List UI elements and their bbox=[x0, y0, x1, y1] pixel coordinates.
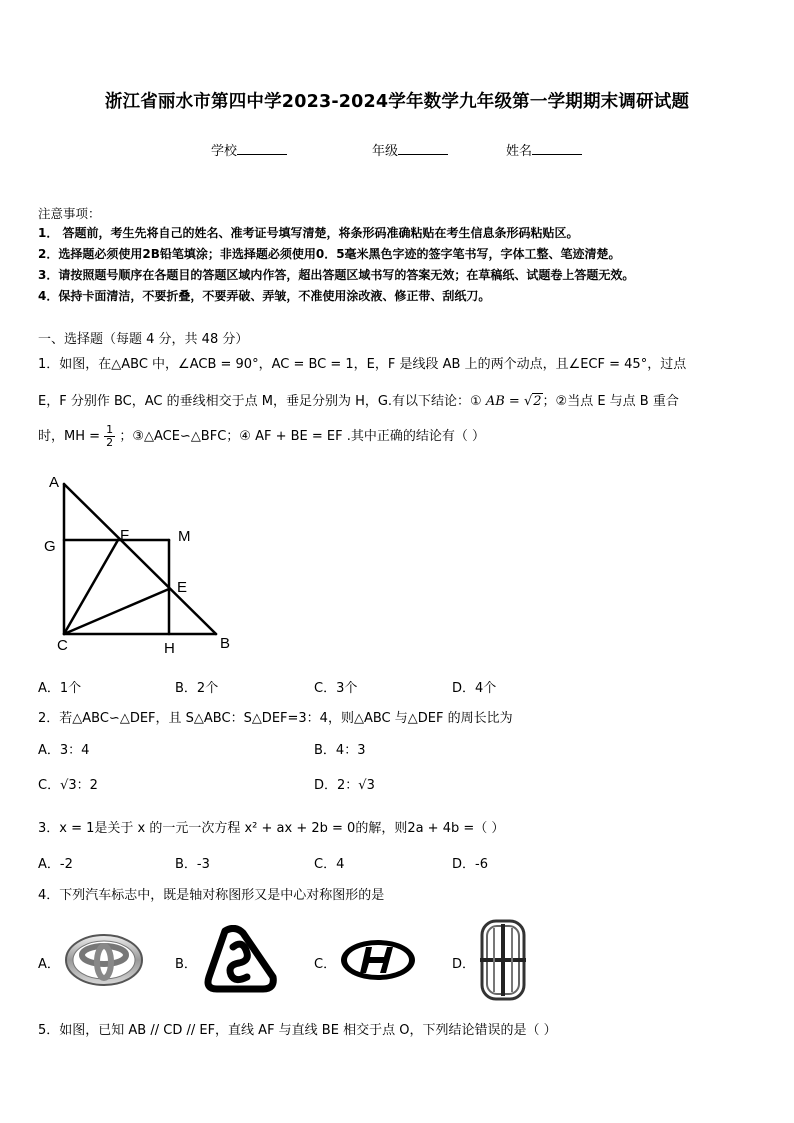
q1-line3-a: 时，MH = bbox=[38, 429, 101, 444]
label-A: A bbox=[49, 474, 60, 491]
q1-line2-b: AB = bbox=[485, 394, 520, 409]
label-G: G bbox=[44, 538, 56, 555]
q1-option-b: B．2个 bbox=[175, 681, 219, 696]
fraction-denominator: 2 bbox=[106, 436, 114, 449]
note-item: 1． 答题前，考生先将自己的姓名、准考证号填写清楚，将条形码准确粘贴在考生信息条形码粘贴区。 bbox=[38, 226, 579, 240]
q4-text: 4．下列汽车标志中，既是轴对称图形又是中心对称图形的是 bbox=[38, 888, 385, 903]
school-label: 学校 bbox=[211, 144, 238, 159]
q4-option-a: A． bbox=[38, 957, 60, 972]
school-blank bbox=[237, 142, 287, 155]
q5-text: 5．如图，已知 AB // CD // EF，直线 AF 与直线 BE 相交于点 O，下列结论错误的是（ ） bbox=[38, 1023, 557, 1038]
fraction bbox=[104, 424, 115, 449]
q1-line2-a: E，F 分别作 BC，AC 的垂线相交于点 M，垂足分别为 H，G.有以下结论：① bbox=[38, 394, 482, 409]
label-C: C bbox=[57, 637, 68, 654]
notes-heading: 注意事项： bbox=[38, 206, 101, 221]
q4-option-c: C． bbox=[314, 957, 337, 972]
q3-option-d: D．-6 bbox=[452, 857, 488, 872]
q1-option-d: D．4个 bbox=[452, 681, 497, 696]
q1-line2-c: ；②当点 E 与点 B 重合 bbox=[542, 394, 679, 409]
sqrt-radicand: 2 bbox=[533, 394, 542, 409]
q1-line3-b: ；③△ACE∽△BFC；④ AF + BE = EF .其中正确的结论有（ ） bbox=[119, 429, 485, 444]
label-F: F bbox=[120, 527, 130, 544]
segment-CF bbox=[64, 540, 118, 634]
grade-field bbox=[372, 140, 448, 159]
grade-blank bbox=[398, 142, 448, 155]
q3-option-b: B．-3 bbox=[175, 857, 210, 872]
q2-option-a: A．3：4 bbox=[38, 743, 90, 758]
note-item: 4．保持卡面清洁，不要折叠，不要弄破、弄皱，不准使用涂改液、修正带、刮纸刀。 bbox=[38, 289, 491, 303]
label-B: B bbox=[220, 635, 231, 652]
q2-option-b: B．4：3 bbox=[314, 743, 366, 758]
fraction-numerator: 1 bbox=[106, 423, 114, 436]
note-item: 2．选择题必须使用2B铅笔填涂；非选择题必须使用0．5毫米黑色字迹的签字笔书写，字体工整、笔迹清楚。 bbox=[38, 247, 621, 261]
q1-option-a: A．1个 bbox=[38, 681, 82, 696]
q1-option-c: C．3个 bbox=[314, 681, 358, 696]
sqrt-expression: √2 bbox=[523, 394, 542, 409]
q4-option-b: B． bbox=[175, 957, 197, 972]
q1-line3 bbox=[38, 424, 485, 449]
hyundai-logo-icon bbox=[338, 937, 418, 983]
segment-CE bbox=[64, 589, 169, 634]
q1-line1: 1．如图，在△ABC 中，∠ACB = 90°，AC = BC = 1，E，F 是线段 AB 上的两个动点，且∠ECF = 45°，过点 bbox=[38, 357, 687, 372]
label-M: M bbox=[178, 528, 191, 545]
lincoln-logo-icon bbox=[478, 918, 528, 1002]
toyota-logo-icon bbox=[63, 932, 145, 988]
name-label: 姓名 bbox=[506, 144, 533, 159]
q2-text: 2．若△ABC∽△DEF，且 S△ABC：S△DEF=3：4，则△ABC 与△DEF 的周长比为 bbox=[38, 711, 513, 726]
q1-figure bbox=[40, 470, 240, 660]
label-E: E bbox=[177, 579, 188, 596]
school-field bbox=[211, 140, 287, 159]
q1-line2 bbox=[38, 390, 679, 409]
segment-AB bbox=[64, 484, 216, 634]
label-H: H bbox=[164, 640, 175, 657]
page-title: 浙江省丽水市第四中学2023-2024学年数学九年级第一学期期末调研试题 bbox=[104, 92, 690, 112]
note-item: 3．请按照题号顺序在各题目的答题区域内作答，超出答题区域书写的答案无效；在草稿纸、试题卷上答题无效。 bbox=[38, 268, 635, 282]
grade-label: 年级 bbox=[372, 144, 399, 159]
section-heading: 一、选择题（每题 4 分，共 48 分） bbox=[38, 332, 249, 347]
q2-option-c: C．√3：2 bbox=[38, 778, 98, 793]
q2-option-d: D．2：√3 bbox=[314, 778, 375, 793]
name-field bbox=[506, 140, 582, 159]
name-blank bbox=[532, 142, 582, 155]
q4-option-d: D． bbox=[452, 957, 476, 972]
q3-option-a: A．-2 bbox=[38, 857, 73, 872]
s-shape-logo-icon bbox=[203, 925, 277, 993]
q3-text: 3．x = 1是关于 x 的一元一次方程 x² + ax + 2b = 0的解，则2a + 4b =（ ） bbox=[38, 821, 505, 836]
q3-option-c: C．4 bbox=[314, 857, 345, 872]
